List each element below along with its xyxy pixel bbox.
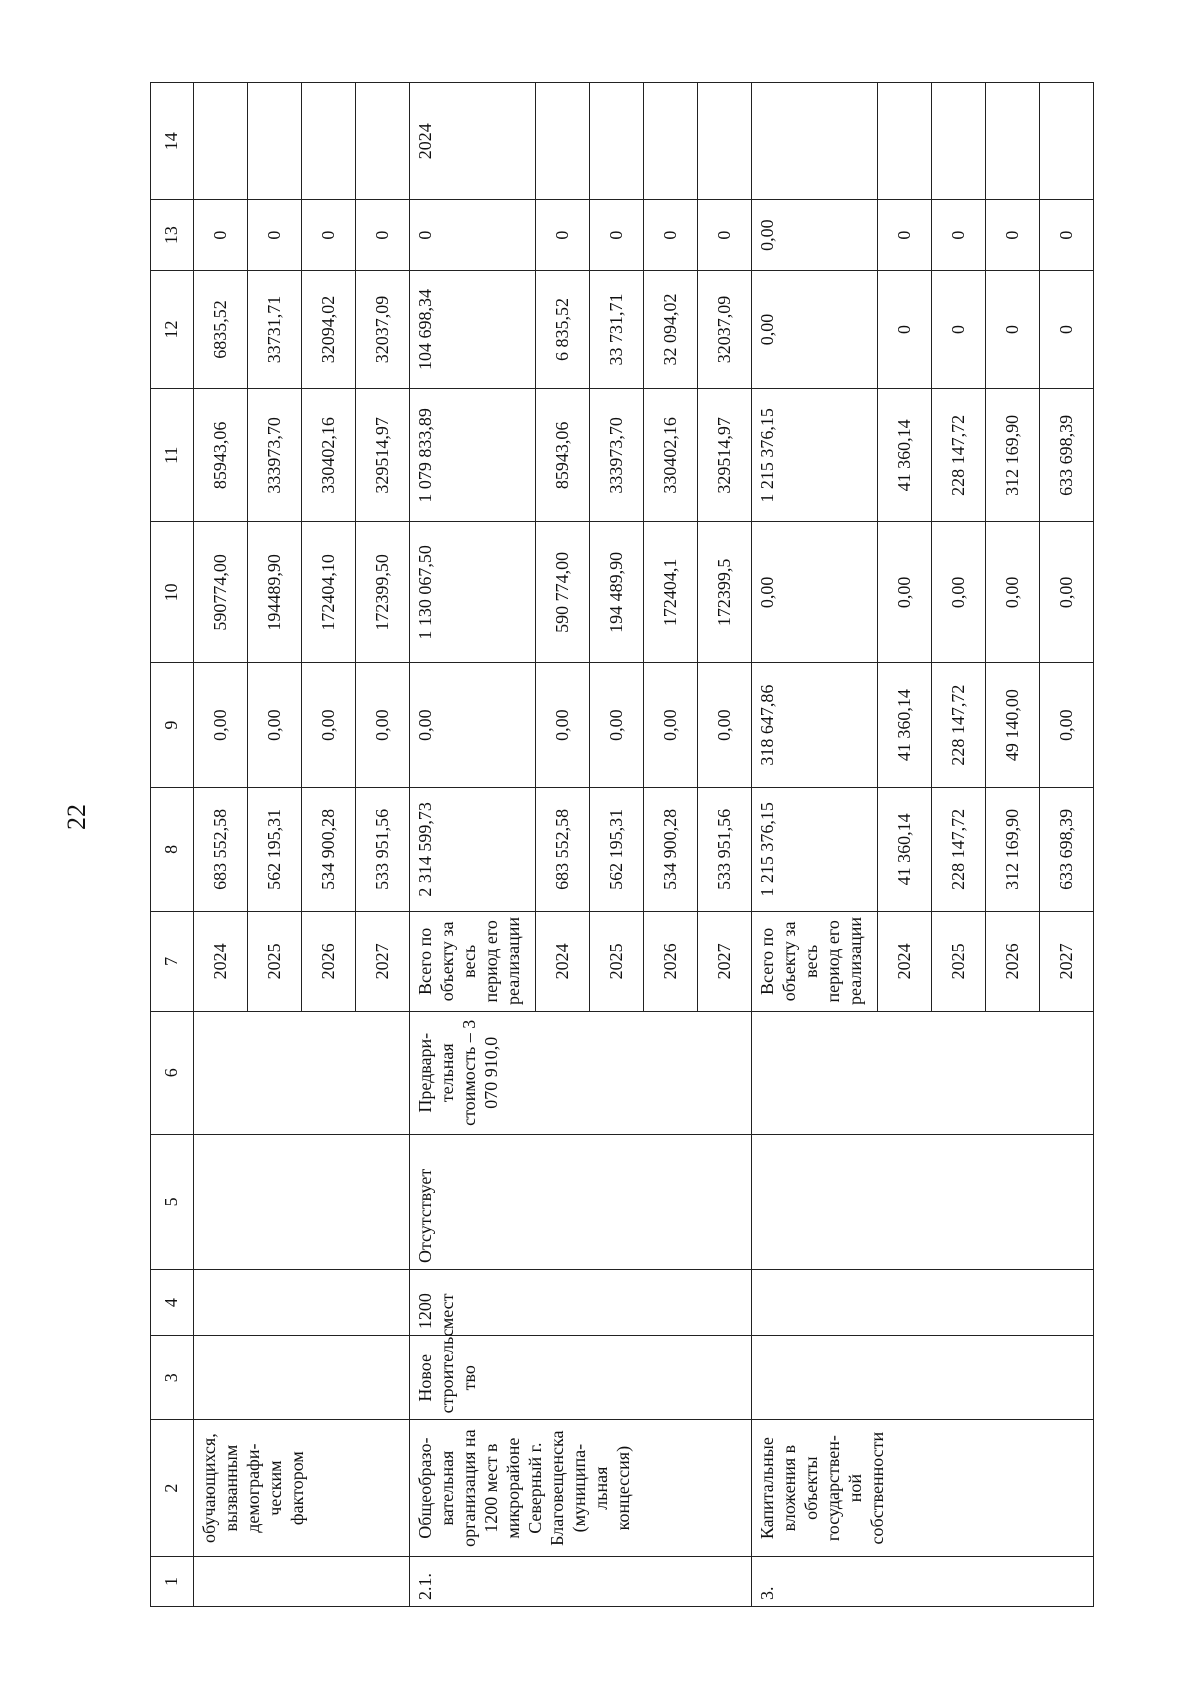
value-cell: 312 169,90: [986, 788, 1040, 912]
value-cell: 32094,02: [302, 270, 356, 388]
value-cell: 633 698,39: [1040, 788, 1094, 912]
cell-empty: [194, 1134, 410, 1269]
col-header-10: 10: [151, 522, 194, 663]
value-cell: 0,00: [986, 522, 1040, 663]
value-cell: 172399,5: [698, 522, 752, 663]
value-cell: 0: [698, 200, 752, 270]
cell-empty: [644, 83, 698, 200]
value-cell: 312 169,90: [986, 389, 1040, 522]
value-cell: 1 215 376,15: [752, 788, 878, 912]
year-cell: 2024: [536, 911, 590, 1011]
cell-empty: [194, 1336, 410, 1420]
value-cell: 1 079 833,89: [410, 389, 536, 522]
value-cell: 0: [932, 270, 986, 388]
value-cell: 533 951,56: [698, 788, 752, 912]
col-header-1: 1: [151, 1556, 194, 1606]
value-cell: 0,00: [752, 270, 878, 388]
col-header-7: 7: [151, 911, 194, 1011]
value-cell: 6835,52: [194, 270, 248, 388]
value-cell: 333973,70: [248, 389, 302, 522]
cell-empty: [752, 1270, 1094, 1336]
design-docs-cell: Отсутствует: [410, 1134, 752, 1269]
value-cell: 0: [1040, 200, 1094, 270]
col-header-13: 13: [151, 200, 194, 270]
col-header-2: 2: [151, 1420, 194, 1557]
value-cell: 683 552,58: [536, 788, 590, 912]
year-cell: 2026: [986, 911, 1040, 1011]
col-header-5: 5: [151, 1134, 194, 1269]
value-cell: 0,00: [1040, 663, 1094, 788]
cell-empty: [302, 83, 356, 200]
capacity-cell: 1200 мест: [410, 1270, 752, 1336]
value-cell: 172404,10: [302, 522, 356, 663]
col-header-9: 9: [151, 663, 194, 788]
value-cell: 562 195,31: [248, 788, 302, 912]
value-cell: 0,00: [1040, 522, 1094, 663]
value-cell: 534 900,28: [302, 788, 356, 912]
value-cell: 0,00: [698, 663, 752, 788]
value-cell: 41 360,14: [878, 788, 932, 912]
value-cell: 0: [932, 200, 986, 270]
cell-empty: [932, 83, 986, 200]
total-label-cell: Всего по объекту за весь период его реализации: [410, 911, 536, 1011]
value-cell: 228 147,72: [932, 788, 986, 912]
value-cell: 329514,97: [698, 389, 752, 522]
value-cell: 6 835,52: [536, 270, 590, 388]
value-cell: 590774,00: [194, 522, 248, 663]
value-cell: 104 698,34: [410, 270, 536, 388]
cell-empty: [248, 83, 302, 200]
rotated-table-wrapper: [150, 82, 1076, 1607]
value-cell: 1 215 376,15: [752, 389, 878, 522]
col-header-11: 11: [151, 389, 194, 522]
value-cell: 32037,09: [356, 270, 410, 388]
object-name-cell: обучающихся, вызванным демографи-ческим фактором: [194, 1420, 410, 1557]
cell-empty: [536, 83, 590, 200]
work-type-cell: Новое строительс тво: [410, 1336, 752, 1420]
value-cell: 0,00: [932, 522, 986, 663]
value-cell: 228 147,72: [932, 663, 986, 788]
value-cell: 0: [986, 200, 1040, 270]
col-header-4: 4: [151, 1270, 194, 1336]
value-cell: 329514,97: [356, 389, 410, 522]
value-cell: 0: [878, 270, 932, 388]
value-cell: 0,00: [194, 663, 248, 788]
total-label-cell: Всего по объекту за весь период его реализации: [752, 911, 878, 1011]
value-cell: 172404,1: [644, 522, 698, 663]
investment-table: [150, 82, 1094, 1607]
object-name-cell: Общеобразо-вательная организация на 1200 мест в микрорайоне Северный г. Благовещенска (муниципа-льная концессия): [410, 1420, 752, 1557]
value-cell: 1 130 067,50: [410, 522, 536, 663]
page-number: 22: [62, 804, 91, 830]
value-cell: 32 094,02: [644, 270, 698, 388]
value-cell: 2 314 599,73: [410, 788, 536, 912]
year-cell: 2027: [356, 911, 410, 1011]
col-header-12: 12: [151, 270, 194, 388]
cell-empty: [194, 1011, 410, 1134]
year-cell: 2025: [590, 911, 644, 1011]
value-cell: 33 731,71: [590, 270, 644, 388]
year-cell: 2027: [698, 911, 752, 1011]
cell-empty: [752, 1336, 1094, 1420]
cell-empty: [194, 1270, 410, 1336]
value-cell: 32037,09: [698, 270, 752, 388]
estimated-cost-cell: Предвари-тельная стоимость – 3 070 910,0: [410, 1011, 752, 1134]
value-cell: 330402,16: [302, 389, 356, 522]
col-header-14: 14: [151, 83, 194, 200]
cell-empty: [986, 83, 1040, 200]
value-cell: 0,00: [590, 663, 644, 788]
column-number-row: [151, 83, 194, 1607]
value-cell: 194489,90: [248, 522, 302, 663]
value-cell: 0,00: [752, 200, 878, 270]
value-cell: 318 647,86: [752, 663, 878, 788]
year-cell: 2024: [194, 911, 248, 1011]
completion-year-cell: 2024: [410, 83, 536, 200]
year-cell: 2026: [302, 911, 356, 1011]
cell-empty: [752, 83, 878, 200]
value-cell: 0,00: [878, 522, 932, 663]
row-number-cell: 2.1.: [410, 1556, 752, 1606]
year-cell: 2025: [248, 911, 302, 1011]
value-cell: 590 774,00: [536, 522, 590, 663]
value-cell: 194 489,90: [590, 522, 644, 663]
value-cell: 683 552,58: [194, 788, 248, 912]
value-cell: 562 195,31: [590, 788, 644, 912]
cell-empty: [194, 1556, 410, 1606]
col-header-8: 8: [151, 788, 194, 912]
value-cell: 333973,70: [590, 389, 644, 522]
value-cell: 0: [644, 200, 698, 270]
value-cell: 172399,50: [356, 522, 410, 663]
value-cell: 534 900,28: [644, 788, 698, 912]
cell-empty: [1040, 83, 1094, 200]
value-cell: 0,00: [644, 663, 698, 788]
value-cell: 330402,16: [644, 389, 698, 522]
value-cell: 41 360,14: [878, 663, 932, 788]
table-row: [410, 83, 536, 1607]
cell-empty: [698, 83, 752, 200]
value-cell: 0,00: [356, 663, 410, 788]
value-cell: 0: [986, 270, 1040, 388]
cell-empty: [878, 83, 932, 200]
row-number-cell: 3.: [752, 1556, 1094, 1606]
value-cell: 0: [590, 200, 644, 270]
value-cell: 0: [410, 200, 536, 270]
object-name-cell: Капитальные вложения в объекты государствен-ной собственности: [752, 1420, 1094, 1557]
year-cell: 2026: [644, 911, 698, 1011]
value-cell: 228 147,72: [932, 389, 986, 522]
year-cell: 2024: [878, 911, 932, 1011]
table-row: [194, 83, 248, 1607]
value-cell: 0: [356, 200, 410, 270]
value-cell: 0,00: [302, 663, 356, 788]
value-cell: 0: [248, 200, 302, 270]
cell-empty: [752, 1134, 1094, 1269]
year-cell: 2025: [932, 911, 986, 1011]
value-cell: 85943,06: [194, 389, 248, 522]
col-header-6: 6: [151, 1011, 194, 1134]
value-cell: 0: [1040, 270, 1094, 388]
value-cell: 49 140,00: [986, 663, 1040, 788]
value-cell: 33731,71: [248, 270, 302, 388]
cell-empty: [356, 83, 410, 200]
cell-empty: [590, 83, 644, 200]
cell-empty: [752, 1011, 1094, 1134]
value-cell: 0,00: [248, 663, 302, 788]
value-cell: 41 360,14: [878, 389, 932, 522]
cell-empty: [194, 83, 248, 200]
value-cell: 0: [878, 200, 932, 270]
value-cell: 0,00: [752, 522, 878, 663]
value-cell: 0: [194, 200, 248, 270]
value-cell: 0: [302, 200, 356, 270]
col-header-3: 3: [151, 1336, 194, 1420]
value-cell: 633 698,39: [1040, 389, 1094, 522]
value-cell: 533 951,56: [356, 788, 410, 912]
value-cell: 0,00: [536, 663, 590, 788]
value-cell: 0,00: [410, 663, 536, 788]
year-cell: 2027: [1040, 911, 1094, 1011]
table-row: [752, 83, 878, 1607]
value-cell: 0: [536, 200, 590, 270]
value-cell: 85943,06: [536, 389, 590, 522]
